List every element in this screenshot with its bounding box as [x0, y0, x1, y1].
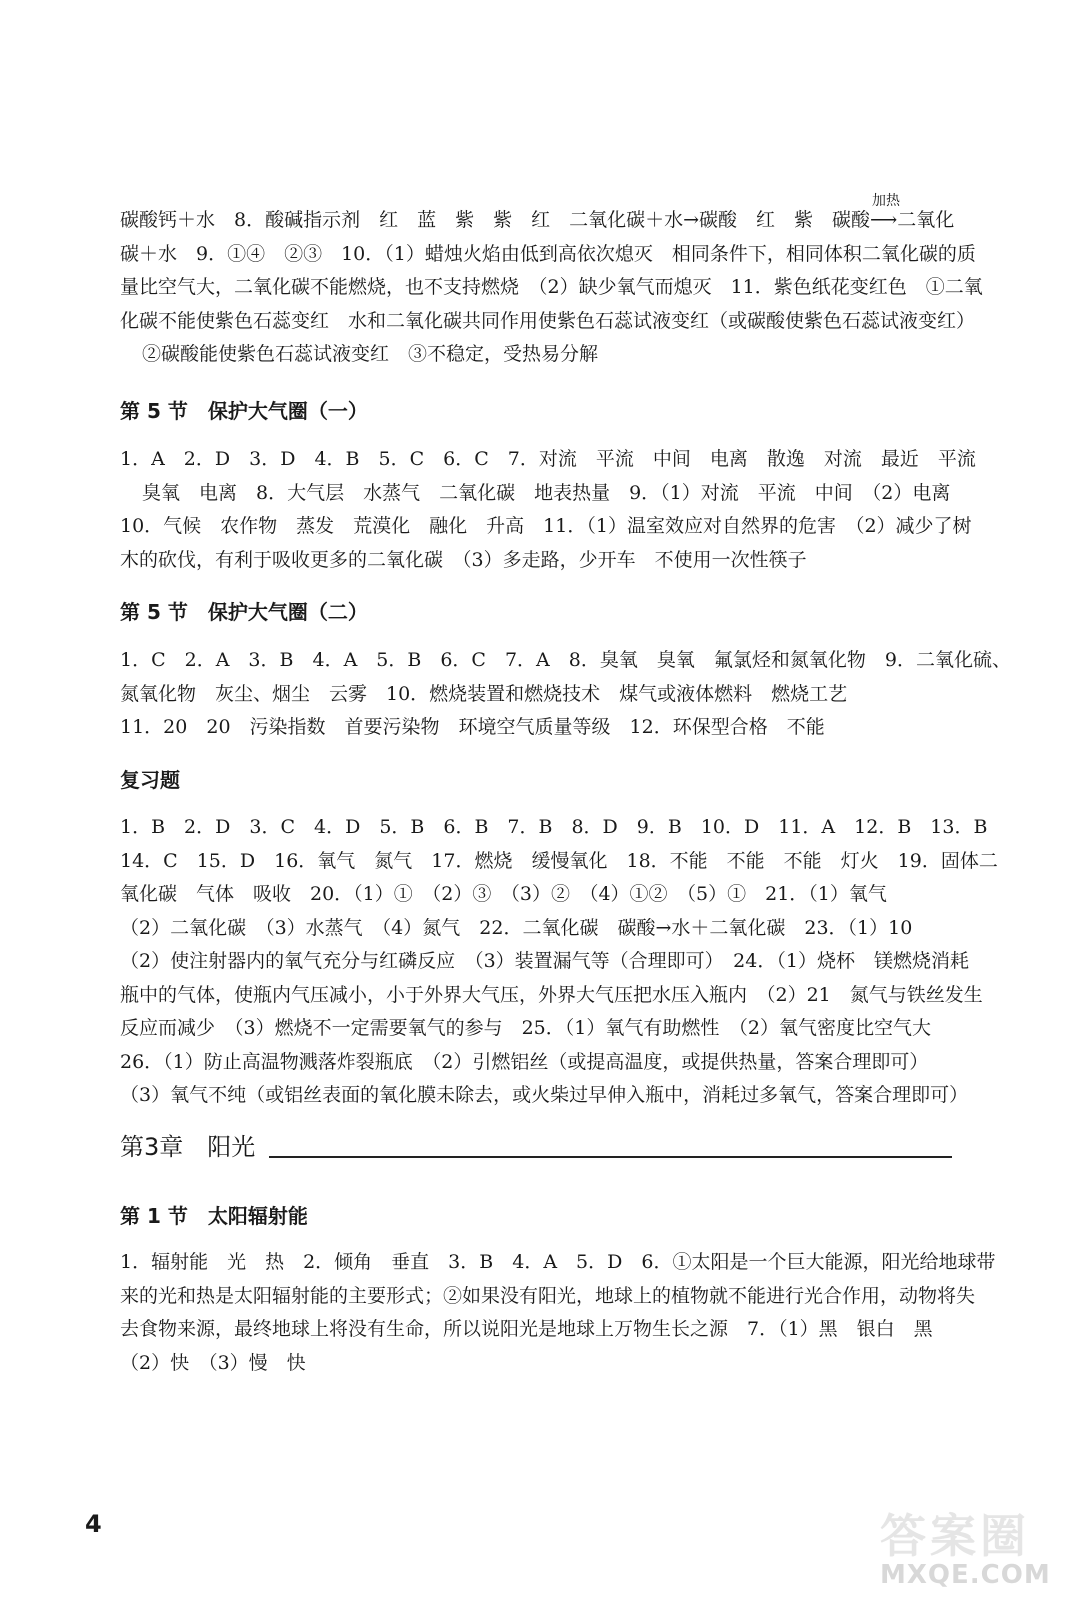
section-heading: 第 1 节 太阳辐射能 [120, 1204, 308, 1228]
text-line: （3）氧气不纯（或铝丝表面的氧化膜未除去，或火柴过早伸入瓶中，消耗过多氧气，答案合理即可） [120, 1084, 969, 1106]
heat-label: 加热 [872, 193, 901, 209]
text-line: 化碳不能使紫色石蕊变红 水和二氧化碳共同作用使紫色石蕊试液变红（或碳酸使紫色石蕊试液变红） [120, 309, 976, 332]
watermark [880, 1500, 1080, 1590]
text-line: （2）使注射器内的氧气充分与红磷反应 （3）装置漏气等（合理即可） 24．（1）烧杯 镁燃烧消耗 [120, 950, 969, 972]
continued-answers [120, 193, 983, 372]
heat-arrow: 加热 ⟶ [870, 204, 897, 238]
watermark-url: MXQE.COM [880, 1560, 1051, 1590]
text-line: 14．C 15．D 16．氧气 氮气 17．燃烧 缓慢氧化 18．不能 不能 不能 灯火 19．固体二 [120, 849, 998, 872]
chapter-rule [269, 1156, 952, 1158]
text-line: 反应而减少 （3）燃烧不一定需要氧气的参与 25．（1）氧气有助燃性 （2）氧气密度比空气大 [120, 1017, 931, 1039]
text-segment: 二氧化 [897, 209, 955, 231]
text-line: 10．气候 农作物 蒸发 荒漠化 融化 升高 11．（1）温室效应对自然界的危害 （2）减少了树 [120, 515, 972, 537]
text-line: 1．A 2．D 3．D 4．B 5．C 6．C 7．对流 平流 中间 电离 散逸 对流 最近 平流 [120, 448, 976, 470]
text-line: ②碳酸能使紫色石蕊试液变红 ③不稳定，受热易分解 [142, 343, 599, 365]
text-line: 来的光和热是太阳辐射能的主要形式；②如果没有阳光，地球上的植物就不能进行光合作用，动物将失 [120, 1284, 976, 1307]
chapter-heading [120, 1127, 952, 1162]
section-heading: 复习题 [120, 768, 180, 792]
section-heading: 第 5 节 保护大气圈（一） [120, 399, 368, 423]
text-line: 26．（1）防止高温物溅落炸裂瓶底 （2）引燃铝丝（或提高温度，或提供热量，答案合理即可） [120, 1050, 929, 1073]
section-answers [120, 644, 1011, 745]
text-line: 1．C 2．A 3．B 4．A 5．B 6．C 7．A 8．臭氧 臭氧 氟氯烃和氮氧化物 9．二氧化硫、 [120, 649, 1011, 671]
section-answers [120, 1246, 996, 1380]
text-line: 氮氧化物 灰尘、烟尘 云雾 10．燃烧装置和燃烧技术 煤气或液体燃料 燃烧工艺 [120, 682, 848, 705]
chapter-title: 第3章 阳光 [120, 1133, 256, 1161]
text-line: 1．辐射能 光 热 2．倾角 垂直 3．B 4．A 5．D 6．①太阳是一个巨大能源，阳光给地球带 [120, 1251, 996, 1273]
text-line: 去食物来源，最终地球上将没有生命，所以说阳光是地球上万物生长之源 7．（1）黑 银白 黑 [120, 1318, 933, 1340]
review-answers [120, 811, 998, 1113]
text-line: （2）快 （3）慢 快 [120, 1351, 306, 1374]
text-line: 氧化碳 气体 吸收 20．（1）① （2）③ （3）② （4）①② （5）① 21．（1）氧气 [120, 883, 887, 905]
text-line: 瓶中的气体，使瓶内气压减小，小于外界大气压，外界大气压把水压入瓶内 （2）21 氮气与铁丝发生 [120, 983, 983, 1006]
text-line: （2）二氧化碳 （3）水蒸气 （4）氮气 22．二氧化碳 碳酸→水＋二氧化碳 23．（1）10 [120, 916, 913, 939]
text-line: 11．20 20 污染指数 首要污染物 环境空气质量等级 12．环保型合格 不能 [120, 716, 825, 738]
text-line: 碳＋水 9．①④ ②③ 10．（1）蜡烛火焰由低到高依次熄灭 相同条件下，相同体积二氧化碳的质 [120, 242, 976, 265]
text-line: 1．B 2．D 3．C 4．D 5．B 6．B 7．B 8．D 9．B 10．D 11．A 12．B 13．B [120, 816, 988, 838]
text-segment: 碳酸钙＋水 8．酸碱指示剂 红 蓝 紫 紫 红 二氧化碳＋水→碳酸 红 紫 碳酸 [120, 209, 871, 231]
text-line: 臭氧 电离 8．大气层 水蒸气 二氧化碳 地表热量 9．（1）对流 平流 中间 （2）电离 [142, 481, 951, 504]
page-number: 4 [85, 1510, 102, 1538]
text-line [120, 193, 960, 238]
section-answers [120, 443, 976, 577]
watermark-text: 答案圈 [880, 1509, 1030, 1563]
text-line: 木的砍伐，有利于吸收更多的二氧化碳 （3）多走路，少开车 不使用一次性筷子 [120, 548, 807, 571]
text-line: 量比空气大，二氧化碳不能燃烧，也不支持燃烧 （2）缺少氧气而熄灭 11．紫色纸花变红色 ①二氧 [120, 276, 983, 298]
section-heading: 第 5 节 保护大气圈（二） [120, 600, 368, 624]
